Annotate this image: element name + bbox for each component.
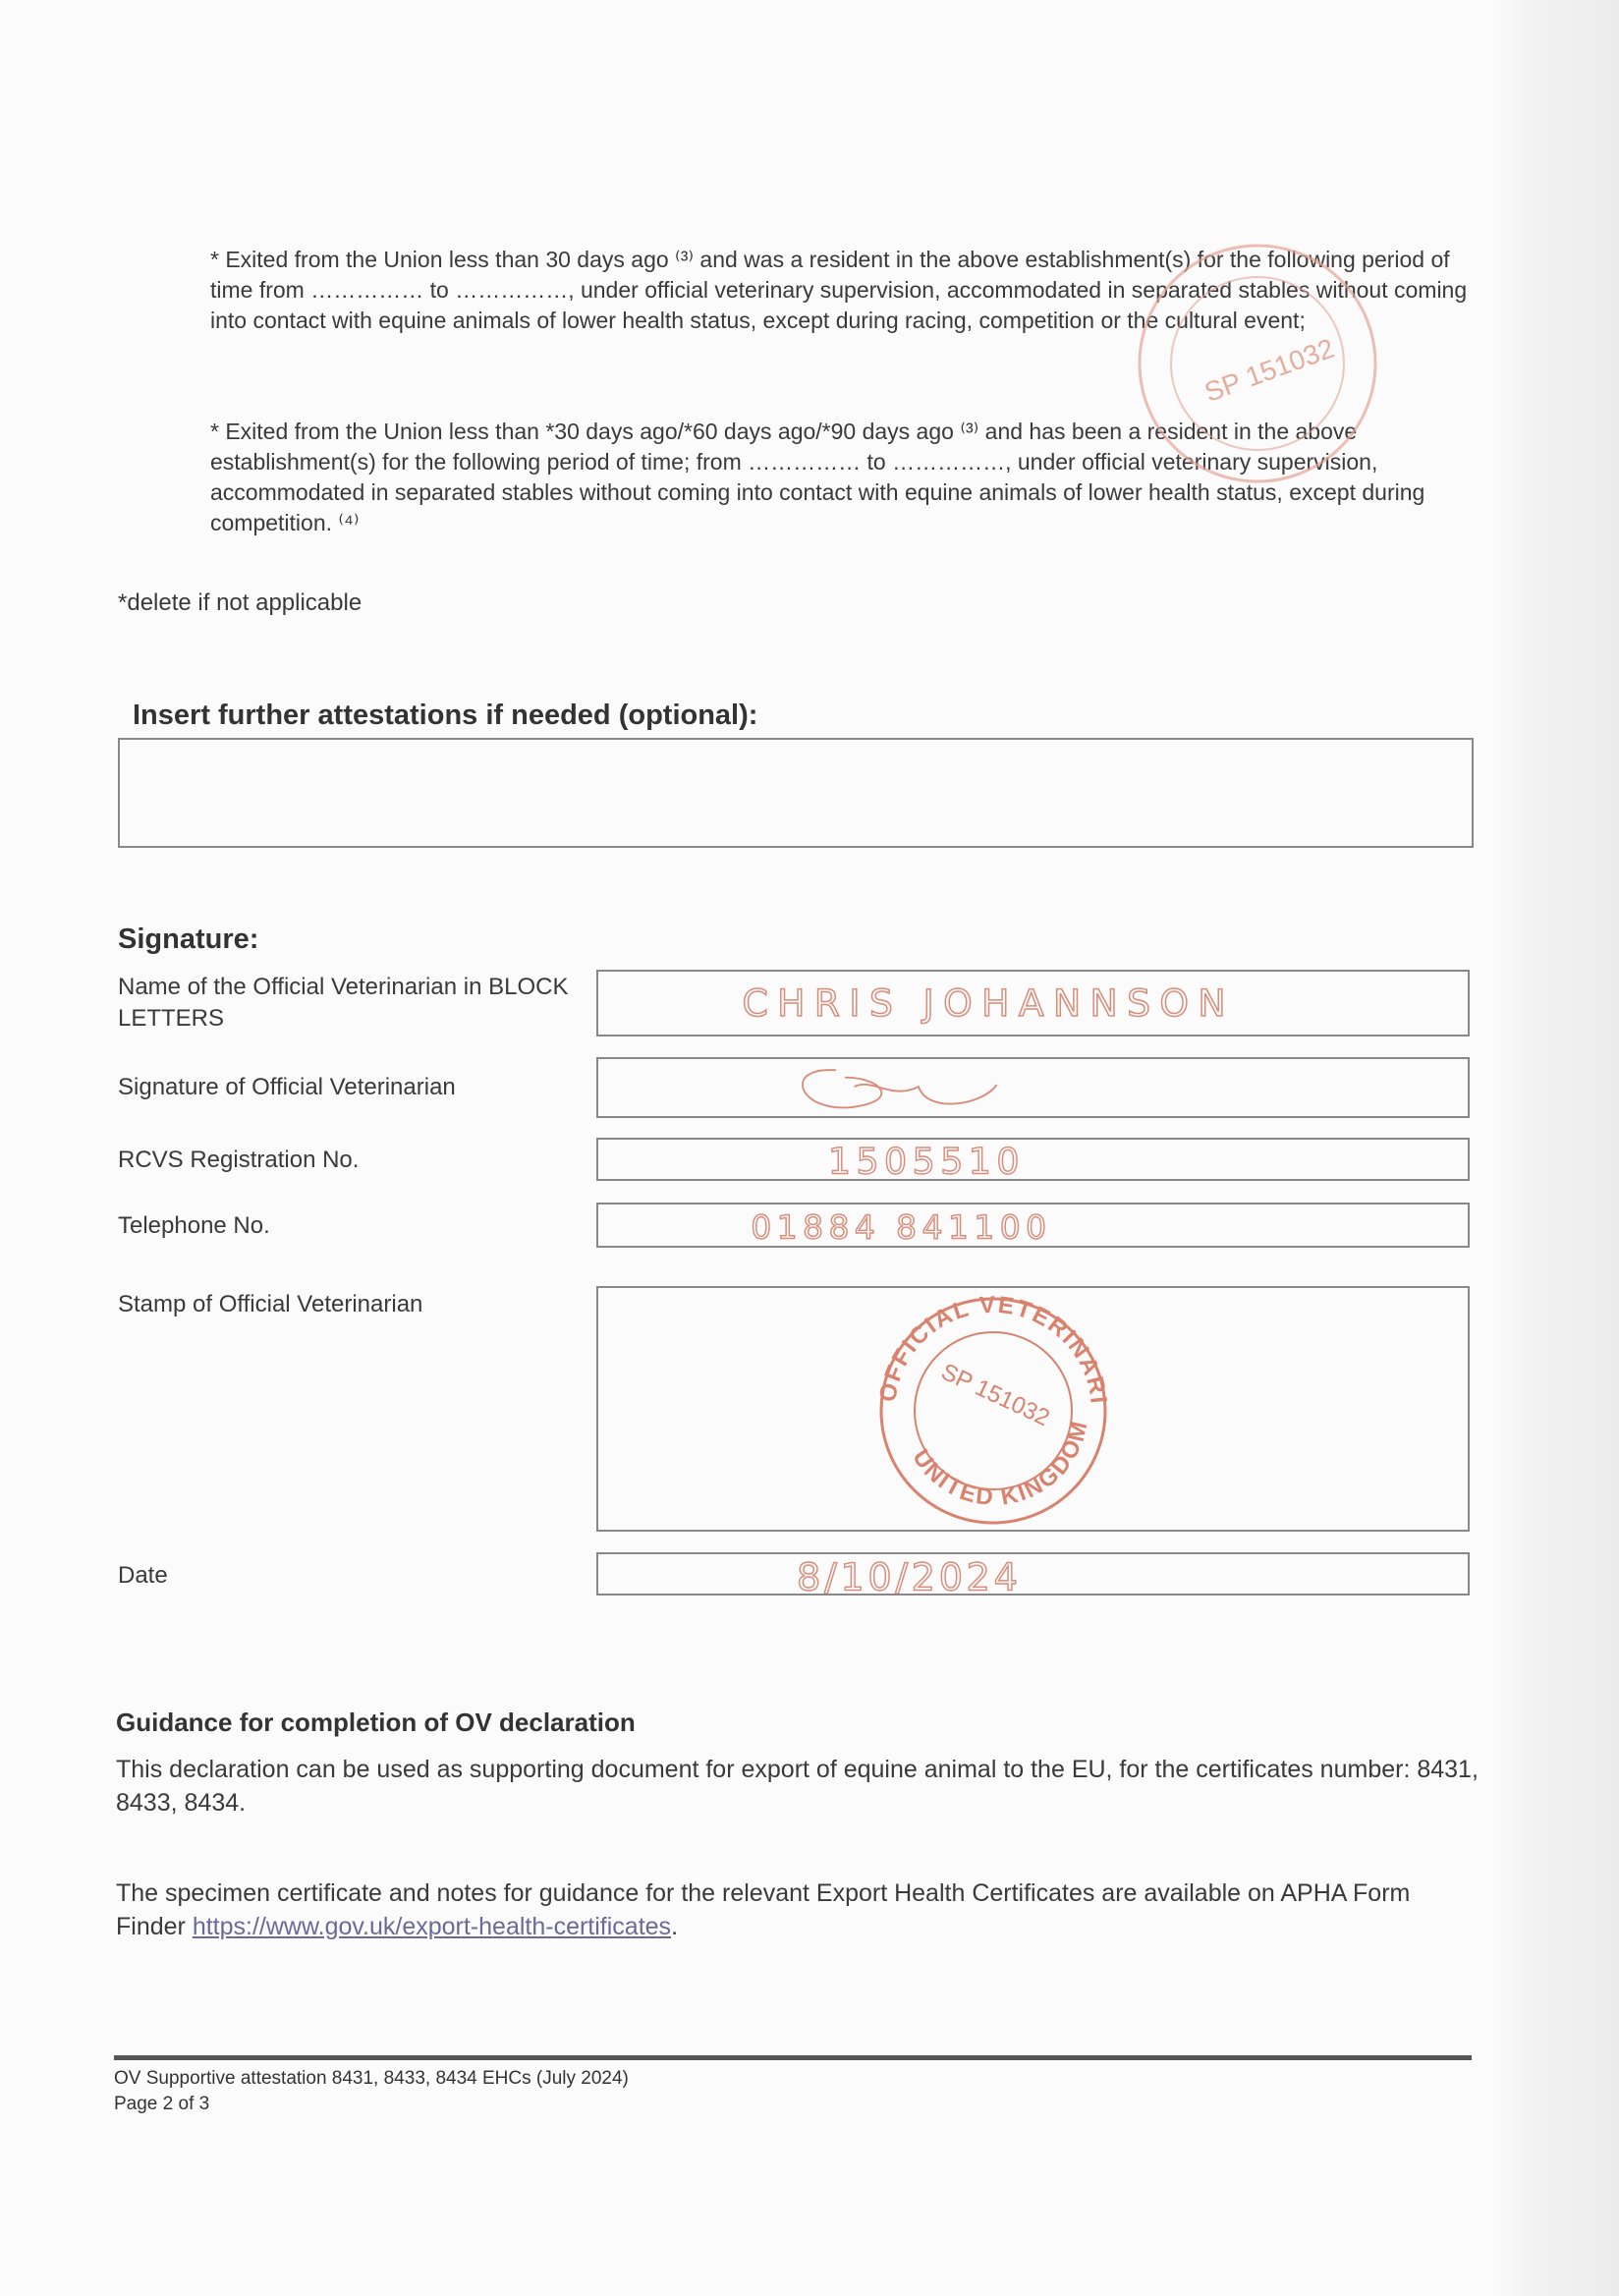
official-stamp	[864, 1293, 1124, 1529]
further-attestations-title: Insert further attestations if needed (optional):	[133, 700, 758, 731]
guidance-paragraph-2-end: .	[671, 1913, 679, 1940]
overlay-stamp-graphic	[1130, 236, 1385, 491]
attestation-paragraph-1: * Exited from the Union less than 30 days ago ⁽³⁾ and was a resident in the above establishment(s) for the following period of time from …………… to ……………, under official veterinary supervision, accommodated in separated stables without coming into contact with equine animals of lower health status, except during racing, competition or the cultural event;	[210, 247, 1468, 333]
scan-edge-shadow	[1491, 0, 1619, 2296]
stamp-label: Stamp of Official Veterinarian	[118, 1291, 423, 1317]
footer	[114, 2066, 629, 2117]
guidance-paragraph-1: This declaration can be used as supporting document for export of equine animal to the EU, for the certificates number: 8431, 8433, 8434.	[116, 1756, 1479, 1817]
telephone-label: Telephone No.	[118, 1212, 270, 1239]
ov-signature-field[interactable]	[596, 1057, 1470, 1118]
svg-text:SP 151032: SP 151032	[1200, 332, 1339, 408]
telephone-field[interactable]	[596, 1203, 1470, 1248]
delete-note: *delete if not applicable	[118, 589, 363, 616]
rcvs-field[interactable]	[596, 1138, 1470, 1181]
date-handwriting	[598, 1554, 1468, 1594]
ov-name-handwriting	[598, 972, 1468, 1035]
ov-name-field[interactable]	[596, 970, 1470, 1036]
stamp-field[interactable]	[596, 1286, 1470, 1532]
svg-text:SP 151032: SP 151032	[936, 1358, 1054, 1432]
guidance-title: Guidance for completion of OV declaration	[116, 1708, 636, 1737]
official-stamp-graphic	[864, 1293, 1124, 1529]
guidance-paragraph-2-text: The specimen certificate and notes for guidance for the relevant Export Health Certificates are available on APHA Form Finder	[116, 1879, 1411, 1940]
signature-section-title: Signature:	[118, 924, 259, 955]
svg-text:01884 841100: 01884 841100	[751, 1207, 1052, 1246]
svg-text:UNITED KINGDOM: UNITED KINGDOM	[907, 1417, 1093, 1512]
footer-divider	[114, 2055, 1472, 2060]
footer-page-number: Page 2 of 3	[114, 2094, 210, 2114]
guidance-paragraph-2	[116, 1876, 1481, 1943]
date-label: Date	[118, 1562, 168, 1589]
further-attestations-field[interactable]	[118, 738, 1474, 848]
svg-text:8/10/2024: 8/10/2024	[797, 1556, 1022, 1594]
svg-text:OFFICIAL VETERINARIAN: OFFICIAL VETERINARI	[874, 1293, 1112, 1407]
rcvs-label: RCVS Registration No.	[118, 1147, 360, 1173]
attestation-paragraph-2: * Exited from the Union less than *30 days ago/*60 days ago/*90 days ago ⁽³⁾ and has been a resident in the above establishment(s) for the following period of time; from …………… to ……………, under official veterinary supervision, accommodated in separated stables without coming into contact with equine animals of lower health status, except during competition. ⁽⁴⁾	[210, 419, 1425, 535]
date-field[interactable]	[596, 1552, 1470, 1596]
footer-doc-title: OV Supportive attestation 8431, 8433, 8434 EHCs (July 2024)	[114, 2068, 629, 2089]
telephone-handwriting	[598, 1204, 1468, 1246]
ov-name-label: Name of the Official Veterinarian in BLOCK LETTERS	[118, 974, 569, 1032]
rcvs-handwriting	[598, 1140, 1468, 1179]
svg-text:CHRIS JOHANNSON: CHRIS JOHANNSON	[742, 981, 1235, 1026]
export-health-certificates-link[interactable]: https://www.gov.uk/export-health-certificates	[192, 1913, 672, 1940]
ov-signature-scribble	[598, 1059, 1468, 1116]
ov-signature-label: Signature of Official Veterinarian	[118, 1074, 456, 1100]
svg-text:1505510: 1505510	[827, 1140, 1025, 1179]
